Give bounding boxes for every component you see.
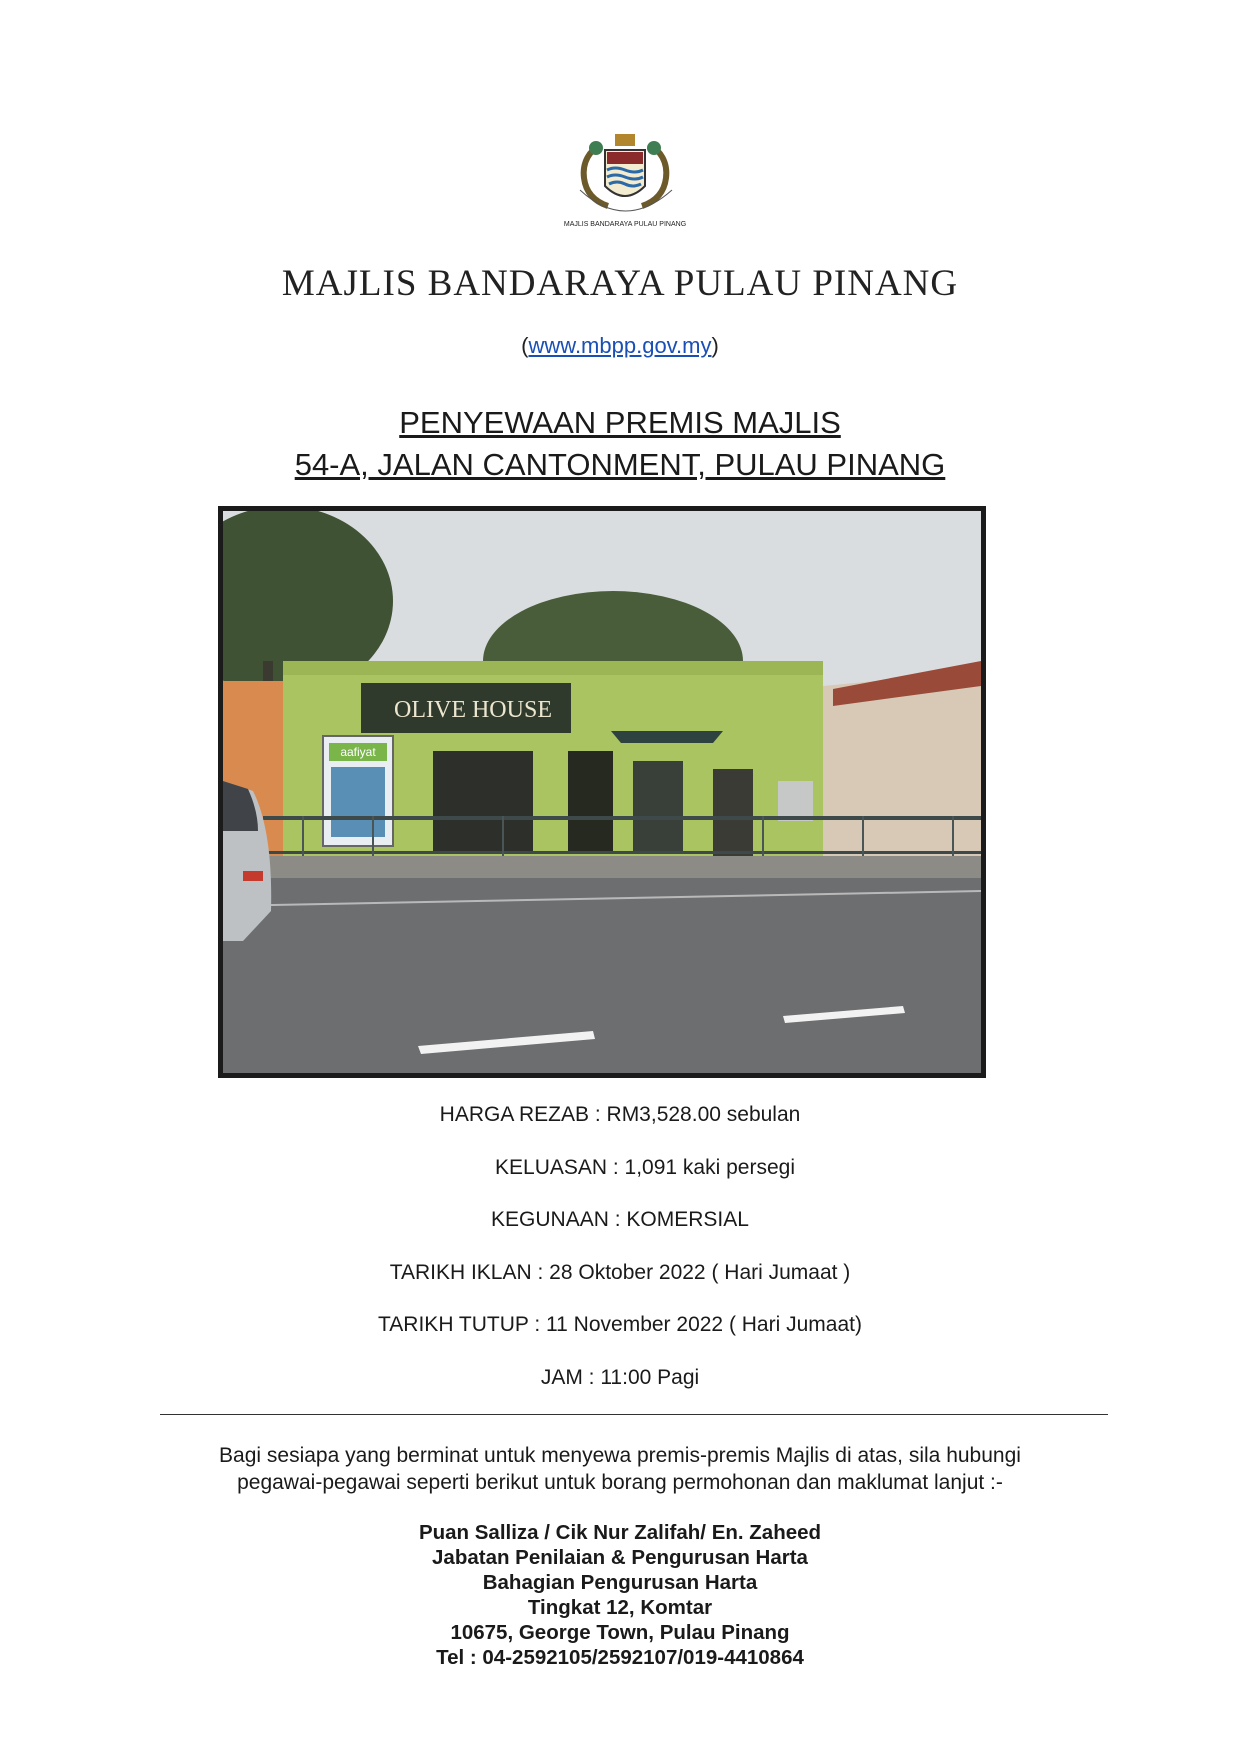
- premises-photo: [218, 506, 986, 1078]
- premises-address: 54-A, JALAN CANTONMENT, PULAU PINANG: [294, 447, 946, 482]
- website-close-paren: ): [711, 333, 719, 358]
- organization-name: MAJLIS BANDARAYA PULAU PINANG: [281, 263, 959, 304]
- floor-area: KELUASAN : 1,091 kaki persegi: [495, 1156, 795, 1179]
- contact-floor: Tingkat 12, Komtar: [527, 1596, 713, 1619]
- contact-section: Bahagian Pengurusan Harta: [482, 1571, 758, 1594]
- usage-type: KEGUNAAN : KOMERSIAL: [491, 1208, 749, 1231]
- closing-time: JAM : 11:00 Pagi: [540, 1366, 700, 1389]
- reserve-price: HARGA REZAB : RM3,528.00 sebulan: [439, 1103, 801, 1126]
- seal-text: MAJLIS BANDARAYA PULAU PINANG: [563, 221, 687, 228]
- closing-date: TARIKH TUTUP : 11 November 2022 ( Hari Jumaat): [378, 1313, 862, 1336]
- enquiry-note: [0, 1442, 1240, 1496]
- contact-block: [0, 1520, 1240, 1670]
- contact-telephone: Tel : 04-2592105/2592107/019-4410864: [436, 1646, 804, 1669]
- notice-title: PENYEWAAN PREMIS MAJLIS: [399, 405, 841, 440]
- website-line: [0, 333, 1240, 359]
- enquiry-note-line-1: Bagi sesiapa yang berminat untuk menyewa premis-premis Majlis di atas, sila hubungi: [219, 1444, 1021, 1467]
- shop-signboard: OLIVE HOUSE: [394, 697, 552, 723]
- website-link[interactable]: www.mbpp.gov.my: [528, 333, 712, 358]
- contact-names: Puan Salliza / Cik Nur Zalifah/ En. Zaheed: [418, 1521, 822, 1544]
- window-poster-text: aafiyat: [340, 745, 376, 759]
- city-council-seal: [560, 128, 690, 238]
- enquiry-note-line-2: pegawai-pegawai seperti berikut untuk borang permohonan dan maklumat lanjut :-: [237, 1471, 1003, 1494]
- contact-department: Jabatan Penilaian & Pengurusan Harta: [432, 1546, 808, 1569]
- website-open-paren: (: [521, 333, 529, 358]
- contact-city: 10675, George Town, Pulau Pinang: [450, 1621, 790, 1644]
- divider: [160, 1414, 1108, 1415]
- advertisement-date: TARIKH IKLAN : 28 Oktober 2022 ( Hari Jumaat ): [389, 1261, 851, 1284]
